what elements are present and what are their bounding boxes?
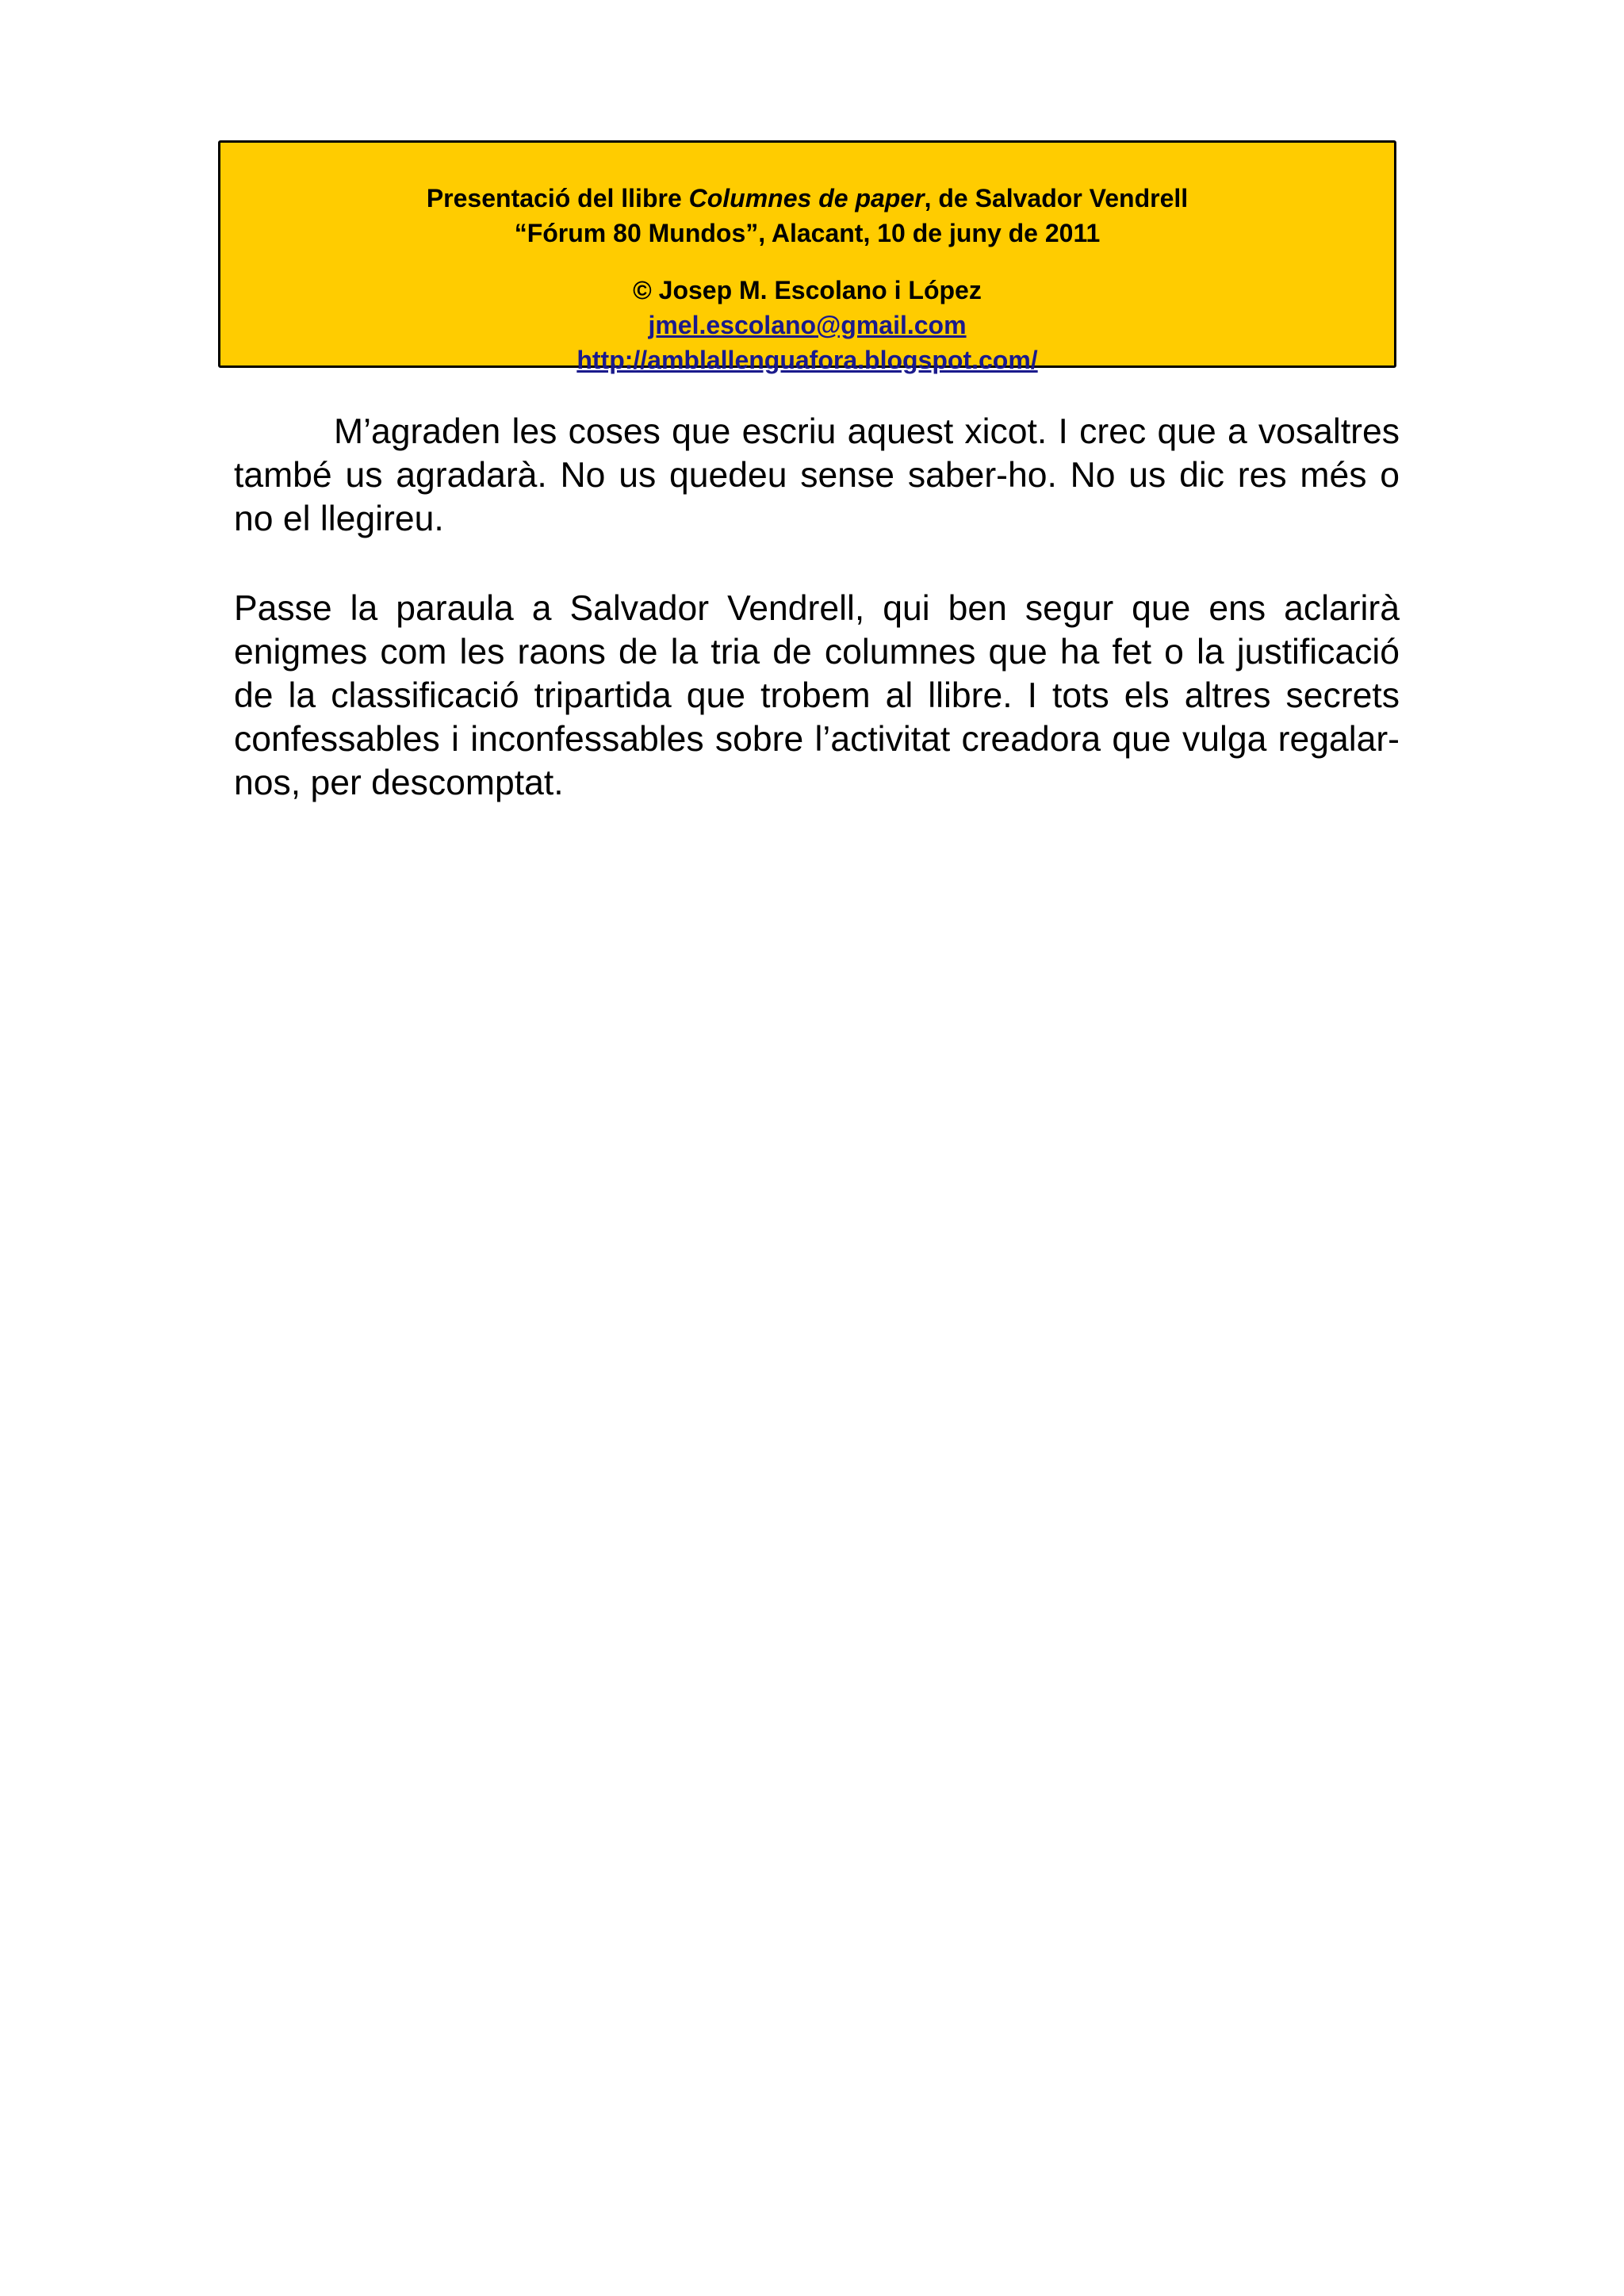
body-paragraph-2: Passe la paraula a Salvador Vendrell, qui ben segur que ens aclarirà enigmes com les raons de la tria de columnes que ha fet o la justificació de la classificació tripartida que trobem al llibre. I tots els altres secrets confessables i inconfessables sobre l’activitat creadora que vulga regalar-nos, per descomptat. bbox=[234, 589, 1400, 802]
event-line: “Fórum 80 Mundos”, Alacant, 10 de juny de 2011 bbox=[514, 219, 1101, 247]
body-paragraph-1: M’agraden les coses que escriu aquest xicot. I crec que a vosaltres també us agradarà. No us quedeu sense saber-ho. No us dic res més o no el llegireu. bbox=[234, 412, 1400, 538]
header-spacer bbox=[220, 251, 1394, 273]
header-box bbox=[218, 140, 1396, 374]
book-title: Columnes de paper bbox=[688, 184, 925, 212]
header-title-suffix: , de Salvador Vendrell bbox=[924, 184, 1189, 212]
copyright-line: © Josep M. Escolano i López bbox=[633, 276, 982, 304]
website-link[interactable]: http://amblallenguafora.blogspot.com/ bbox=[576, 346, 1038, 374]
email-link[interactable]: jmel.escolano@gmail.com bbox=[648, 311, 967, 339]
header-title-prefix: Presentació del llibre bbox=[426, 184, 689, 212]
header-title-line bbox=[220, 181, 1394, 216]
